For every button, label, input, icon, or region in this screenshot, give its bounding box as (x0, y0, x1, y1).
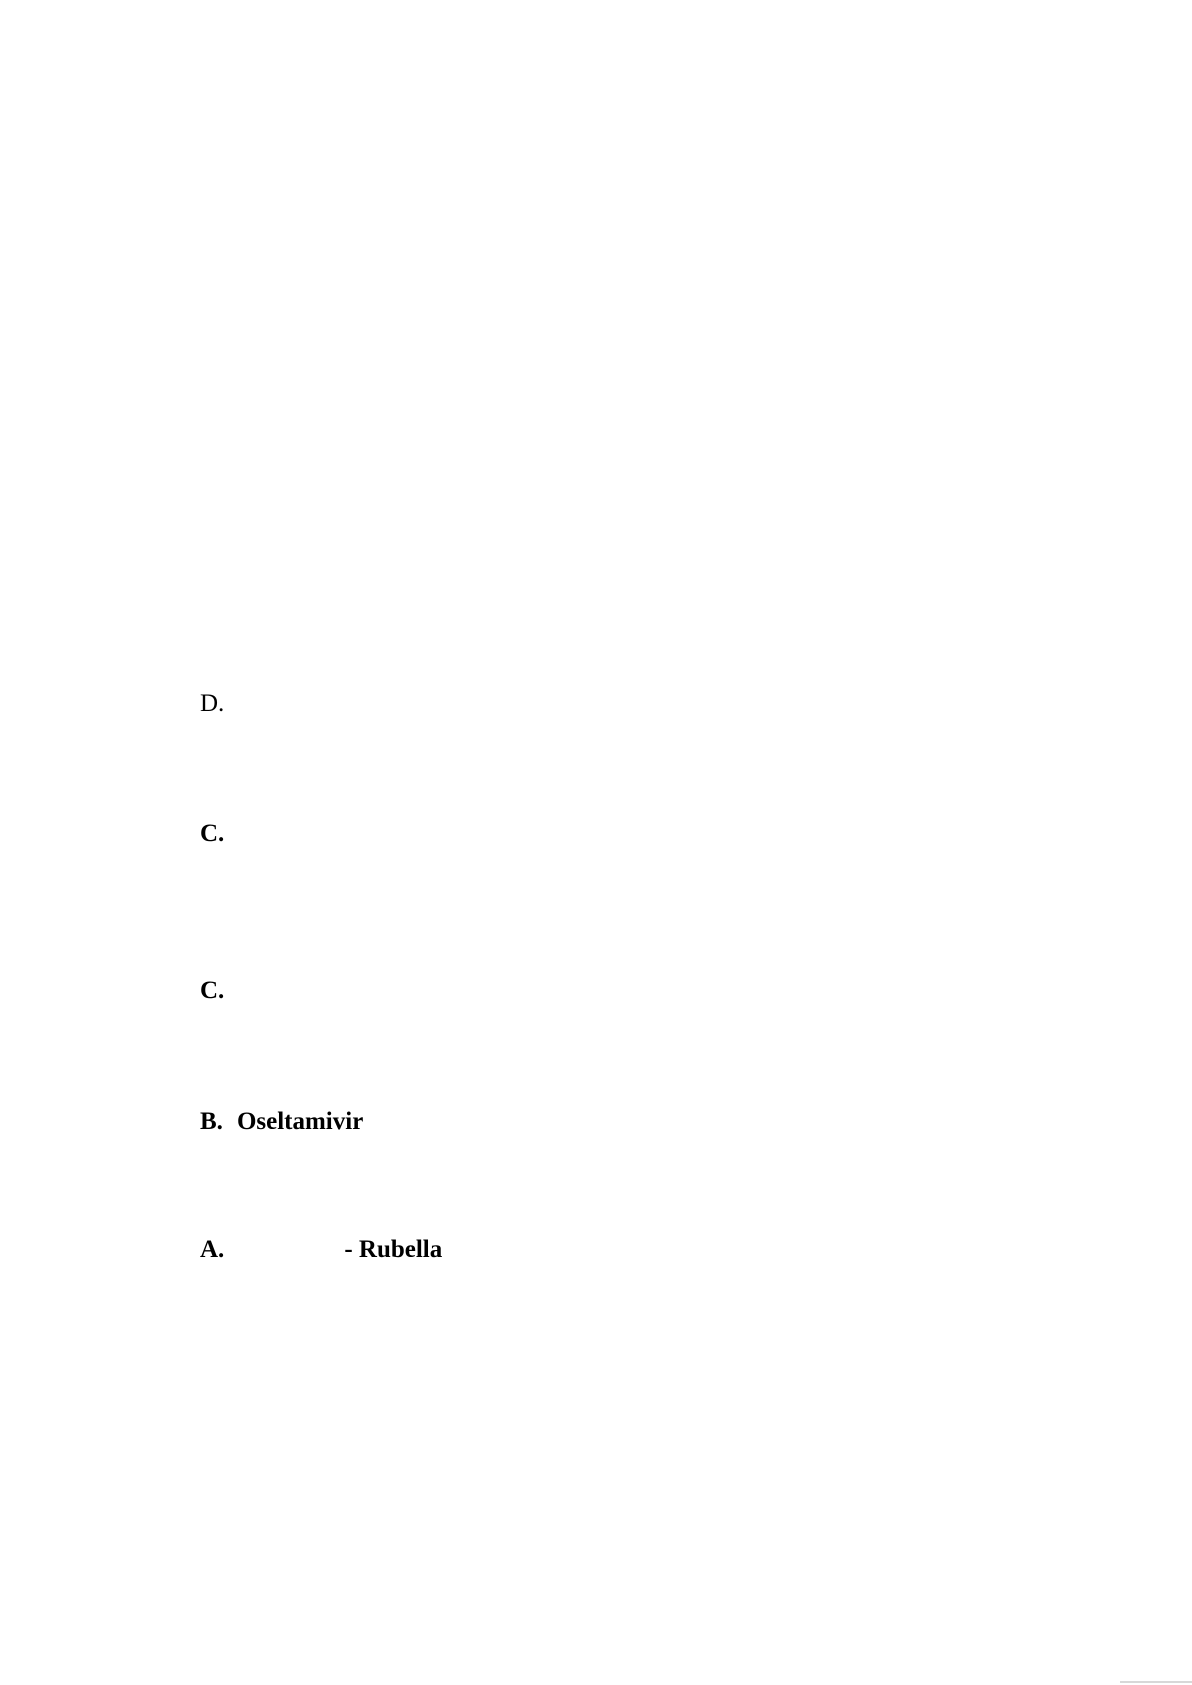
answer-marker: C. (200, 977, 225, 1004)
answer-marker: B. (200, 1108, 223, 1135)
answer-text: Oseltamivir (236, 1108, 364, 1135)
answer-item-c-1 (175, 789, 238, 879)
answer-marker: C. (200, 820, 225, 847)
answer-marker: A. (200, 1236, 225, 1263)
answer-item-a (175, 1205, 442, 1295)
answer-item-b (175, 1077, 363, 1167)
answer-text: - Rubella (344, 1236, 443, 1263)
answer-item-c-2 (175, 946, 238, 1036)
footer-divider (1120, 1681, 1192, 1683)
answer-marker: D. (200, 690, 225, 717)
answer-item-d (175, 659, 238, 749)
